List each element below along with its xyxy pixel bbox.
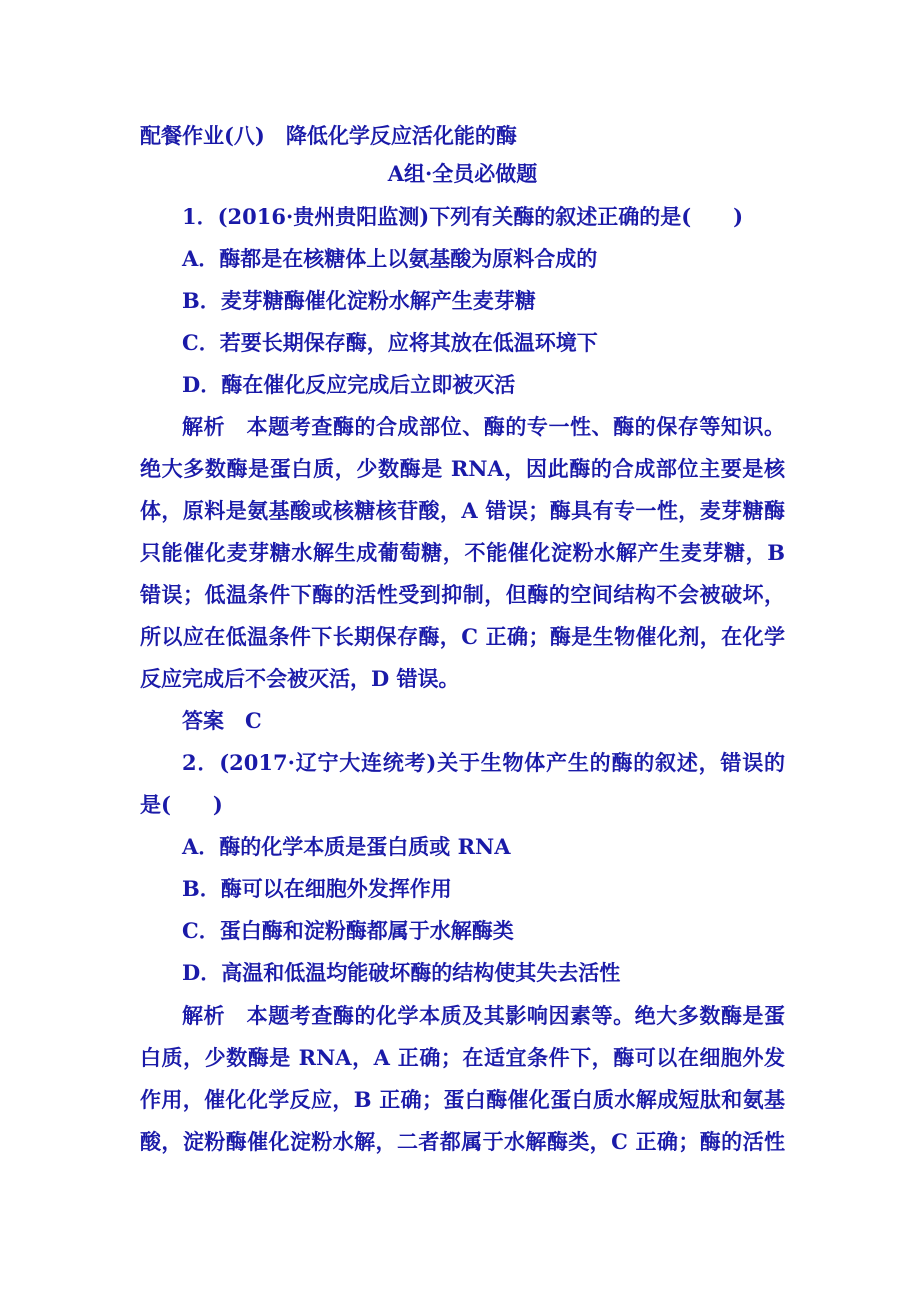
question-1-analysis-line-1: 解析 本题考查酶的合成部位、酶的专一性、酶的保存等知识。 xyxy=(182,414,785,439)
page-title: 配餐作业(八) 降低化学反应活化能的酶 xyxy=(140,123,517,148)
question-1-analysis-line-5: 错误；低温条件下酶的活性受到抑制，但酶的空间结构不会被破坏， xyxy=(140,582,785,607)
question-1-analysis-line-7: 反应完成后不会被灭活，D 错误。 xyxy=(140,666,460,691)
question-2-stem-line-1: 2．(2017·辽宁大连统考)关于生物体产生的酶的叙述，错误的 xyxy=(182,750,785,775)
question-1-answer: 答案 C xyxy=(182,708,262,733)
question-1-option-a: A．酶都是在核糖体上以氨基酸为原料合成的 xyxy=(182,246,598,271)
question-1-analysis-line-4: 只能催化麦芽糖水解生成葡萄糖，不能催化淀粉水解产生麦芽糖，B xyxy=(140,540,785,565)
question-2-option-c: C．蛋白酶和淀粉酶都属于水解酶类 xyxy=(182,918,514,943)
question-2-analysis-line-1: 解析 本题考查酶的化学本质及其影响因素等。绝大多数酶是蛋 xyxy=(182,1003,785,1028)
question-1-option-b: B．麦芽糖酶催化淀粉水解产生麦芽糖 xyxy=(182,288,536,313)
question-2-option-b: B．酶可以在细胞外发挥作用 xyxy=(182,876,452,901)
question-2-analysis-line-4: 酸，淀粉酶催化淀粉水解，二者都属于水解酶类，C 正确；酶的活性 xyxy=(140,1129,785,1154)
question-1-option-c: C．若要长期保存酶，应将其放在低温环境下 xyxy=(182,330,598,355)
question-1-analysis-line-3: 体，原料是氨基酸或核糖核苷酸，A 错误；酶具有专一性，麦芽糖酶 xyxy=(140,498,785,523)
question-1-stem: 1．(2016·贵州贵阳监测)下列有关酶的叙述正确的是( ) xyxy=(182,204,744,229)
question-2-option-d: D．高温和低温均能破坏酶的结构使其失去活性 xyxy=(182,960,621,985)
question-2-stem-line-2: 是( ) xyxy=(140,792,223,817)
question-1-analysis-line-2: 绝大多数酶是蛋白质，少数酶是 RNA，因此酶的合成部位主要是核 xyxy=(140,456,785,481)
question-1-option-d: D．酶在催化反应完成后立即被灭活 xyxy=(182,372,516,397)
group-heading: A组·全员必做题 xyxy=(387,161,538,186)
question-2-analysis-line-2: 白质，少数酶是 RNA，A 正确；在适宜条件下，酶可以在细胞外发 xyxy=(140,1045,785,1070)
question-2-analysis-line-3: 作用，催化化学反应，B 正确；蛋白酶催化蛋白质水解成短肽和氨基 xyxy=(140,1087,785,1112)
question-2-option-a: A．酶的化学本质是蛋白质或 RNA xyxy=(182,834,511,859)
question-1-analysis-line-6: 所以应在低温条件下长期保存酶，C 正确；酶是生物催化剂，在化学 xyxy=(140,624,785,649)
